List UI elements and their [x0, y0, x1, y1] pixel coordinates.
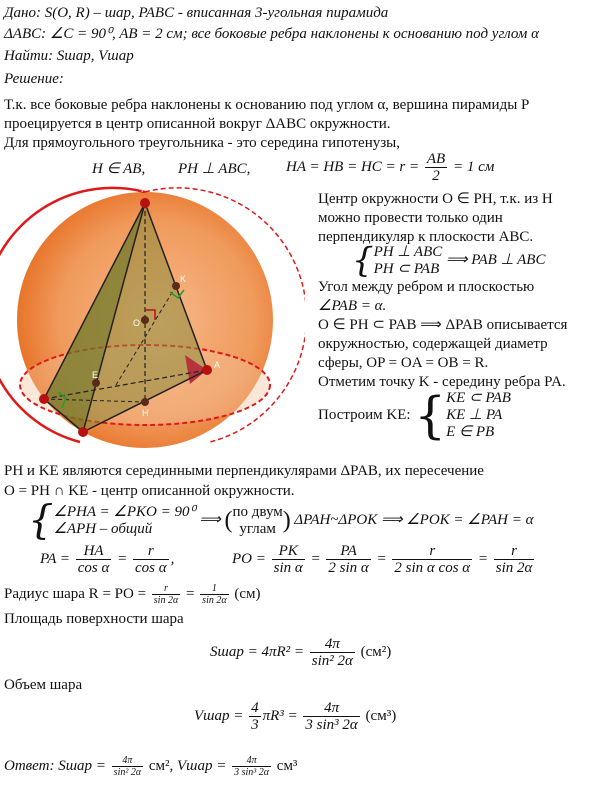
sys2-line-c: E ∈ PB: [446, 424, 495, 441]
radius-unit: (см): [234, 586, 261, 602]
paren-open: (: [224, 507, 233, 534]
sys1-line-a: PH ⊥ ABC: [373, 243, 443, 260]
point-a: [202, 365, 212, 375]
po-d2: 2 sin α: [328, 560, 369, 577]
sys1-line-b: PH ⊂ PAB: [373, 260, 440, 277]
rad-n1: r: [152, 583, 180, 595]
answer-v-lhs: Vшар =: [177, 758, 227, 774]
po-d1: sin α: [273, 560, 303, 577]
sim-lines: [53, 504, 195, 538]
point-b: [78, 427, 88, 437]
answer-s-frac: [112, 755, 143, 778]
system-1: [352, 240, 546, 281]
vol-frac-1: [249, 700, 261, 733]
given-line-2: ΔABC: ∠C = 90⁰, AB = 2 см; все боковые ребра наклонены к основанию под углом α: [4, 26, 539, 42]
po-frac-2: [326, 543, 370, 576]
po-lhs: PO =: [232, 551, 266, 567]
right-r7: окружностью, содержащей диаметр: [318, 336, 548, 352]
sim-line-a: ∠PHA = ∠PKO = 90⁰: [53, 503, 196, 520]
po-frac-3: [392, 543, 472, 576]
pa-eq: =: [117, 551, 128, 567]
right-r4: Угол между ребром и плоскостью: [318, 279, 535, 295]
pa-comma: ,: [170, 551, 175, 567]
brace-1: {: [352, 240, 374, 281]
sim-result: ΔPAH~ΔPOK ⟹ ∠POK = ∠PAH = α: [294, 512, 534, 528]
solution-p1a: Т.к. все боковые ребра наклонены к основанию под углом α, вершина пирамиды P: [4, 97, 530, 113]
area-formula: [210, 632, 391, 672]
po-d3: 2 sin α cos α: [394, 560, 471, 577]
pa-lhs: PA =: [40, 551, 70, 567]
ph-perp-abc: PH ⊥ ABC,: [178, 161, 251, 177]
answer-s-unit: см²,: [148, 758, 174, 774]
pa-frac-1: [76, 543, 112, 576]
vol-n2: 4π: [303, 700, 359, 717]
po-n1: PK: [272, 543, 305, 560]
by-two-angles: [233, 504, 283, 538]
answer-v-unit: см³: [276, 758, 298, 774]
vol-unit: (см³): [365, 708, 397, 724]
label-h: H: [142, 408, 149, 418]
construct-label: Построим KE:: [318, 407, 411, 423]
area-n: 4π: [310, 636, 355, 653]
area-d: sin² 2α: [311, 653, 353, 670]
ans-sn: 4π: [112, 755, 143, 767]
solution-p1c: Для прямоугольного треугольника - это середина гипотенузы,: [4, 135, 400, 151]
point-e: [92, 379, 100, 387]
area-frac: [310, 636, 355, 669]
right-r5: ∠PAB = α.: [318, 298, 387, 314]
volume-formula: [194, 696, 396, 736]
sim-line-b: ∠APH – общий: [53, 520, 153, 537]
right-r3: перпендикуляр к плоскости ABC.: [318, 229, 534, 245]
right-r9: Отметим точку K - середину ребра PA.: [318, 374, 566, 390]
by-two-a: по двум: [232, 503, 283, 520]
radius-line: Радиус шара R = PO = $\frac{r}{\sin 2\alpha}$ = $\frac{1}{\sin 2\alpha}$ (см): [4, 583, 261, 607]
ha-lhs: HA = HB = HC = r =: [286, 159, 420, 175]
ans-sd: sin² 2α: [113, 767, 142, 779]
given-line-1: [4, 4, 388, 22]
rad-d2: sin 2α: [202, 595, 227, 607]
answer-line: [4, 752, 297, 780]
system-2-lines: [446, 390, 511, 441]
sim-implies: ⟹: [199, 512, 221, 528]
bottom-b2: O = PH ∩ KE - центр описанной окружности.: [4, 483, 295, 499]
po-n4: r: [494, 543, 535, 560]
po-n2: PA: [326, 543, 370, 560]
sys2-line-a: KE ⊂ PAB: [446, 390, 511, 407]
rad-d1: sin 2α: [153, 595, 179, 607]
ha-equation: [286, 150, 494, 184]
point-o: [141, 316, 149, 324]
area-unit: (см²): [360, 644, 392, 660]
find-label: Найти:: [4, 48, 54, 64]
vol-frac-2: [303, 700, 359, 733]
find-line: [4, 47, 134, 65]
sys2-line-b: KE ⊥ PA: [446, 407, 503, 424]
po-d4: sin 2α: [495, 560, 533, 577]
vol-d2: 3 sin³ 2α: [305, 717, 358, 734]
solution-p1b: проецируется в центр описанной вокруг ΔABC окружности.: [4, 116, 391, 132]
point-k: [172, 282, 180, 290]
ans-vd: 3 sin³ 2α: [234, 767, 270, 779]
vol-mid: πR³ =: [262, 708, 298, 724]
system-2: [318, 386, 511, 445]
label-e: E: [92, 370, 99, 380]
label-b: B: [74, 442, 81, 452]
po-frac-1: [272, 543, 305, 576]
radius-frac-1: [152, 583, 180, 606]
given-label: Дано:: [4, 5, 41, 21]
right-r6: O ∈ PH ⊂ PAB ⟹ ΔPAB описывается: [318, 317, 568, 333]
pa-frac-2: [133, 543, 169, 576]
area-label: Площадь поверхности шара: [4, 611, 184, 627]
h-in-ab: H ∈ AB,: [92, 161, 146, 177]
brace-3: {: [28, 497, 54, 544]
ab-num: AB: [426, 151, 446, 168]
right-r2: можно провести только один: [318, 210, 503, 226]
label-a: A: [214, 360, 221, 370]
bottom-b1: PH и KE являются серединными перпендикулярами ΔPAB, их пересечение: [4, 463, 484, 479]
answer-s-lhs: Sшар =: [58, 758, 106, 774]
answer-v-frac: [232, 755, 271, 778]
radius-frac-2: [200, 583, 228, 606]
vol-d1: 3: [251, 717, 259, 734]
label-o: O: [133, 318, 141, 328]
vol-lhs: Vшар =: [194, 708, 244, 724]
point-p: [140, 198, 150, 208]
ab-den: 2: [432, 168, 440, 185]
right-r8: сферы, OP = OA = OB = R.: [318, 355, 489, 371]
pa-d2: cos α: [135, 560, 167, 577]
volume-label: Объем шара: [4, 677, 83, 693]
label-k: K: [180, 274, 187, 284]
ha-result: = 1 см: [452, 159, 495, 175]
pa-n1: HA: [76, 543, 112, 560]
similarity-system: [28, 498, 533, 543]
sys1-implies: ⟹ PAB ⊥ ABC: [446, 252, 546, 268]
point-h: [141, 398, 149, 406]
area-lhs: Sшар = 4πR² =: [210, 644, 304, 660]
find-value: Sшар, Vшар: [56, 48, 134, 64]
right-r1: Центр окружности O ∈ PH, т.к. из H: [318, 191, 553, 207]
po-n3: r: [392, 543, 472, 560]
solution-label: Решение:: [4, 71, 64, 87]
answer-label: Ответ:: [4, 758, 55, 774]
pa-n2: r: [133, 543, 169, 560]
sphere-pyramid-figure: [0, 180, 305, 470]
rad-n2: 1: [200, 583, 228, 595]
given-sphere: S(O, R) – шар, PABC - вписанная 3-угольная пирамида: [44, 5, 389, 21]
point-c: [39, 394, 49, 404]
ans-vn: 4π: [232, 755, 271, 767]
vol-n1: 4: [251, 700, 259, 717]
label-c: C: [30, 394, 37, 404]
pa-equation: [40, 540, 174, 578]
po-equation: PO = $\frac{PK}{\text{sin α}}$ = $\frac{PA}{\text{2 sin α}}$ = $\frac{r}{\text{2 sin α cos α}}$ = $\frac{r}{\sin 2\alpha}$: [232, 543, 533, 577]
paren-close: ): [282, 507, 291, 534]
brace-2: {: [414, 386, 447, 445]
by-two-b: углам: [239, 520, 276, 537]
pa-d1: cos α: [77, 560, 110, 577]
radius-lhs: Радиус шара R = PO =: [4, 586, 147, 602]
ab-over-2: [425, 151, 447, 184]
label-p: P: [141, 184, 148, 194]
system-1-lines: [374, 244, 443, 278]
po-frac-4: [494, 543, 535, 576]
